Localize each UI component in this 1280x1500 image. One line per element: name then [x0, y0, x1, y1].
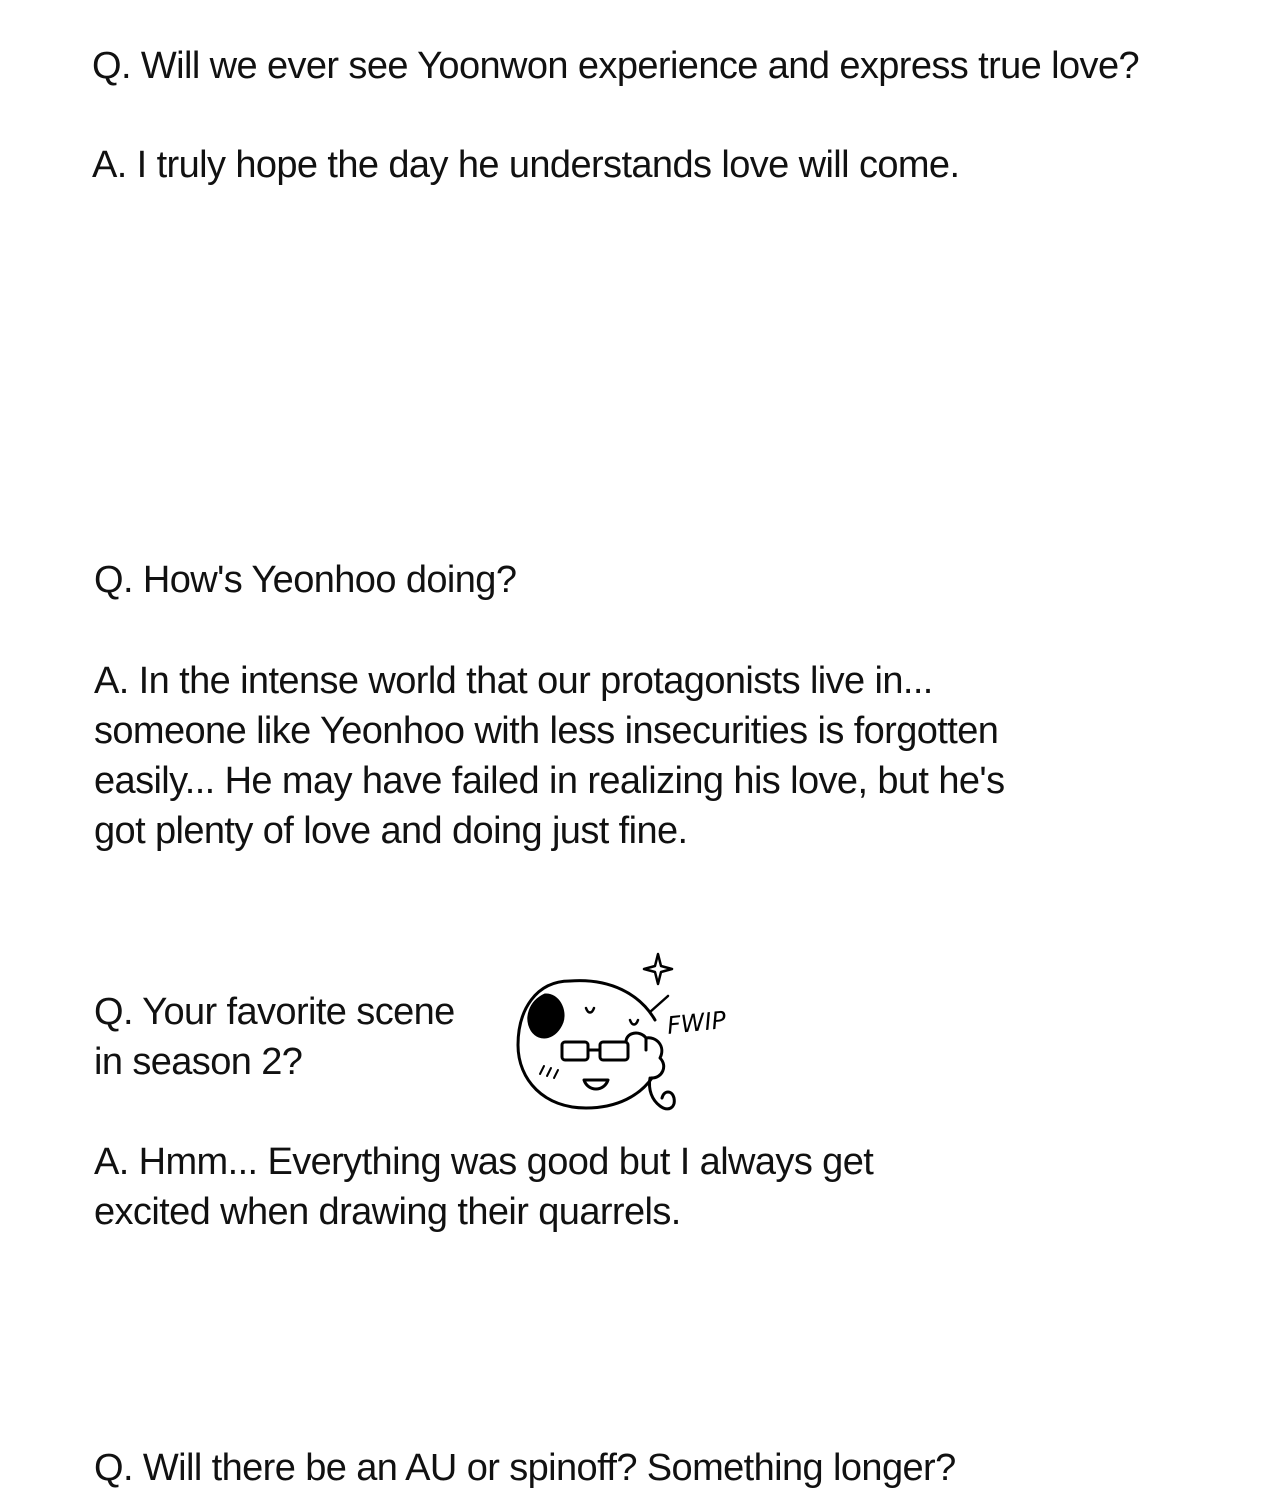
fwip-sound-effect: FWIP	[665, 1005, 728, 1040]
answer-favorite-scene-line-2: excited when drawing their quarrels.	[94, 1191, 681, 1233]
question-au-spinoff: Q. Will there be an AU or spinoff? Something longer?	[94, 1447, 956, 1489]
answer-yeonhoo-line-4: got plenty of love and doing just fine.	[94, 810, 688, 852]
author-mascot-icon	[500, 950, 750, 1130]
question-favorite-scene-line-2: in season 2?	[94, 1041, 303, 1083]
answer-favorite-scene	[94, 1137, 873, 1237]
answer-yeonhoo-line-1: A. In the intense world that our protagonists live in...	[94, 660, 933, 702]
answer-yeonhoo	[94, 656, 1004, 856]
question-yoonwon-love: Q. Will we ever see Yoonwon experience and express true love?	[92, 45, 1140, 87]
answer-yoonwon-love: A. I truly hope the day he understands love will come.	[92, 144, 960, 186]
answer-favorite-scene-line-1: A. Hmm... Everything was good but I always get	[94, 1141, 874, 1183]
answer-yeonhoo-line-2: someone like Yeonhoo with less insecurities is forgotten	[94, 710, 999, 752]
question-favorite-scene-line-1: Q. Your favorite scene	[94, 991, 455, 1033]
answer-yeonhoo-line-3: easily... He may have failed in realizing his love, but he's	[94, 760, 1005, 802]
question-favorite-scene	[94, 987, 455, 1087]
question-yeonhoo: Q. How's Yeonhoo doing?	[94, 559, 517, 601]
